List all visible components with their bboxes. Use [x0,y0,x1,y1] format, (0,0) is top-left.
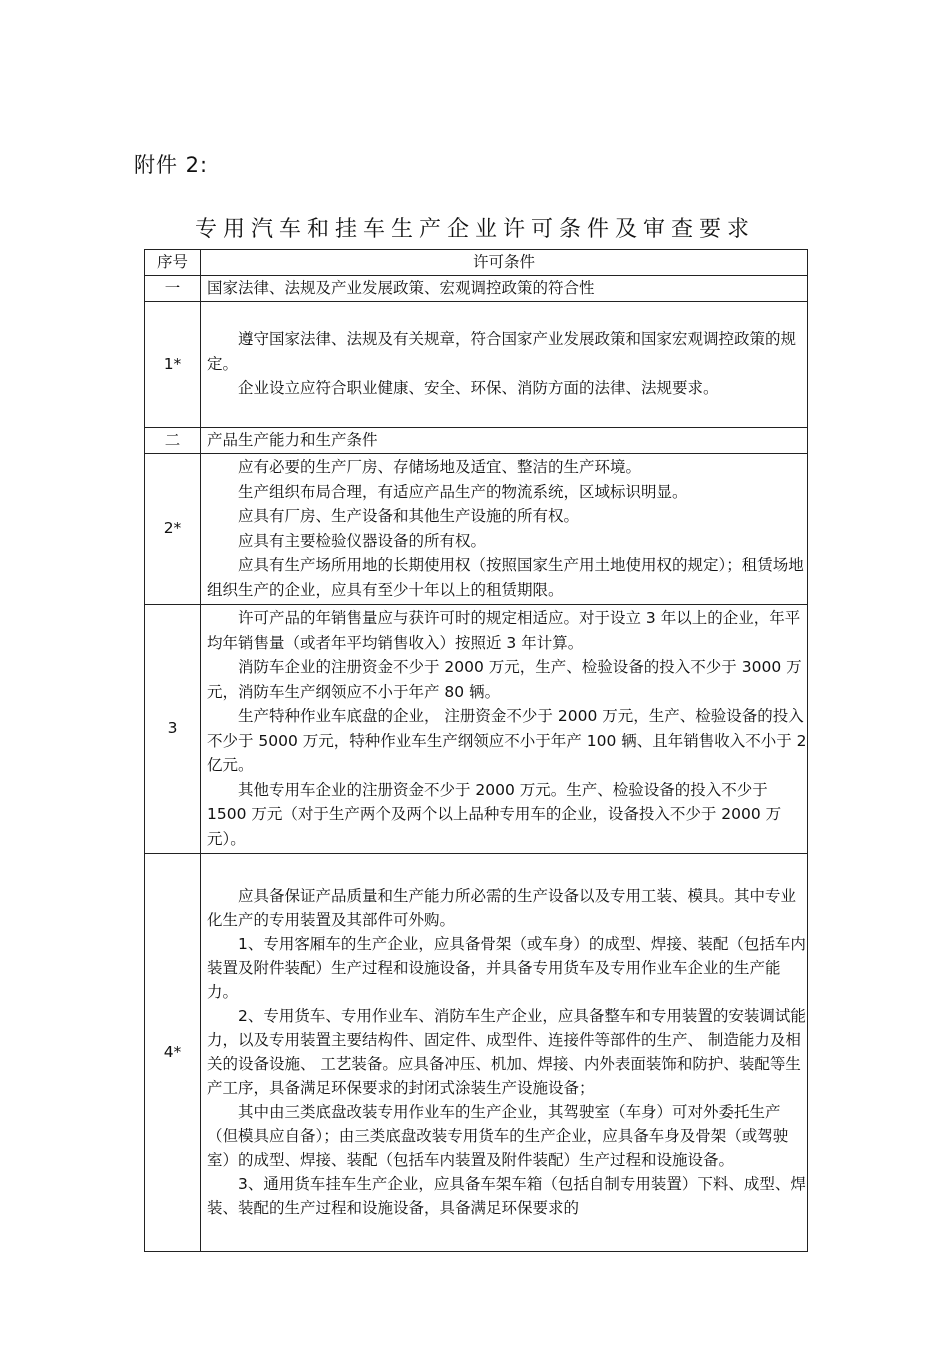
row-number: 3 [145,604,201,853]
paragraph: 消防车企业的注册资金不少于 2000 万元，生产、检验设备的投入不少于 3000 万元，消防车生产纲领应不小于年产 80 辆。 [207,658,802,701]
table-header-row [145,250,808,276]
row-number: 一 [145,275,201,301]
row-number: 二 [145,427,201,453]
paragraph: 应具备保证产品质量和生产能力所必需的生产设备以及专用工装、模具。其中专业化生产的专用装置及其部件可外购。 [207,887,797,929]
paragraph: 应具有厂房、生产设备和其他生产设施的所有权。 [238,507,580,525]
paragraph: 其中由三类底盘改装专用作业车的生产企业，其驾驶室（车身）可对外委托生产（但模具应自备）；由三类底盘改装专用货车的生产企业，应具备车身及骨架（或驾驶室）的成型、焊接、装配（包括车内装置及附件装配）生产过程和设施设备。 [207,1103,789,1169]
section-title: 国家法律、法规及产业发展政策、宏观调控政策的符合性 [201,275,808,301]
header-seq: 序号 [145,250,201,276]
condition-text [201,604,808,853]
row-number: 4* [145,853,201,1251]
paragraph: 其他专用车企业的注册资金不少于 2000 万元。生产、检验设备的投入不少于 1500 万元（对于生产两个及两个以上品种专用车的企业，设备投入不少于 2000 万元）。 [207,780,782,848]
paragraph: 应具有主要检验仪器设备的所有权。 [238,531,487,550]
row-number: 2* [145,453,201,604]
paragraph: 生产特种作业车底盘的企业， 注册资金不少于 2000 万元，生产、检验设备的投入不少于 5000 万元，特种作业车生产纲领应不小于年产 100 辆、且年销售收入不小于 2 亿元。 [207,707,807,774]
table-row [145,453,808,604]
condition-text [201,853,808,1251]
paragraph: 遵守国家法律、法规及有关规章，符合国家产业发展政策和国家宏观调控政策的规定。 [207,330,797,373]
paragraph: 1、专用客厢车的生产企业，应具备骨架（或车身）的成型、焊接、装配（包括车内装置及附件装配）生产过程和设施设备，并具备专用货车及专用作业车企业的生产能力。 [207,935,806,1001]
paragraph: 生产组织布局合理，有适应产品生产的物流系统，区域标识明显。 [238,482,688,501]
table-row [145,301,808,427]
license-requirements-table [144,249,808,1252]
paragraph: 应有必要的生产厂房、存储场地及适宜、整洁的生产环境。 [238,458,642,476]
condition-text [201,301,808,427]
table-row [145,604,808,853]
attachment-label: 附件 2: [134,153,209,177]
table-row [145,275,808,301]
section-title: 产品生产能力和生产条件 [201,427,808,453]
paragraph: 许可产品的年销售量应与获许可时的规定相适应。对于设立 3 年以上的企业，年平均年销售量（或者年平均销售收入）按照近 3 年计算。 [207,609,801,652]
table-row [145,853,808,1251]
row-number: 1* [145,301,201,427]
paragraph: 应具有生产场所用地的长期使用权（按照国家生产用土地使用权的规定）；租赁场地组织生产的企业，应具有至少十年以上的租赁期限。 [207,556,804,599]
paragraph: 企业设立应符合职业健康、安全、环保、消防方面的法律、法规要求。 [238,379,719,398]
document-title: 专用汽车和挂车生产企业许可条件及审查要求 [194,217,755,242]
header-conditions: 许可条件 [201,250,808,276]
paragraph: 2、专用货车、专用作业车、消防车生产企业，应具备整车和专用装置的安装调试能力，以及专用装置主要结构件、固定件、成型件、连接件等部件的生产、 制造能力及相关的设备设施、 工艺装备。应具备冲压、机加、焊接、内外表面装饰和防护、装配等生产工序，具备满足环保要求的封闭式涂装生产设施设备； [207,1007,806,1097]
paragraph: 3、通用货车挂车生产企业，应具备车架车箱（包括自制专用装置）下料、成型、焊装、装配的生产过程和设施设备，具备满足环保要求的 [207,1175,806,1217]
table-row [145,427,808,453]
condition-text [201,453,808,604]
